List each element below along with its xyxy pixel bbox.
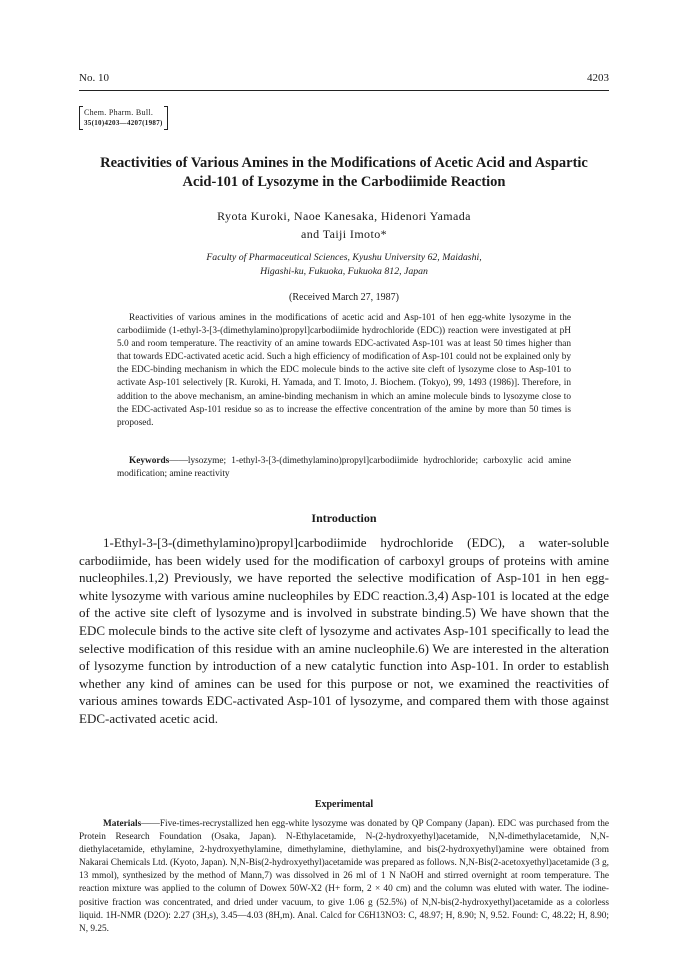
page-number: 4203 <box>587 72 609 84</box>
experimental-body <box>79 818 609 936</box>
citation-box <box>79 106 168 130</box>
introduction-body <box>79 534 609 728</box>
abstract-text: Reactivities of various amines in the modifications of acetic acid and Asp-101 of hen egg-white lysozyme in the carbodiimide (1-ethyl-3-[3-(dimethylamino)propyl]carbodiimide hydrochloride (EDC)) reaction were investigated at pH 5.0 and room temperature. The reactivity of an amine towards EDC-activated Asp-101 was at least 50 times higher than that towards EDC-activated acetic acid. Such a high efficiency of modification of Asp-101 could not be explained only by the EDC-binding mechanism in which the EDC molecule binds to the active site cleft of lysozyme close to Asp-101 to activate Asp-101 selectively [R. Kuroki, H. Yamada, and T. Imoto, J. Biochem. (Tokyo), 99, 1493 (1986)]. Therefore, in addition to the above mechanism, an amine-binding mechanism in which an amine molecule binds to lysozyme close to the EDC-activated Asp-101 residue so as to increase the effective concentration of the amine by more than 50 times is proposed. <box>117 313 571 428</box>
materials-dash: —— <box>141 819 160 829</box>
citation-journal: Chem. Pharm. Bull. <box>84 108 154 117</box>
materials-text: Five-times-recrystallized hen egg-white lysozyme was donated by QP Company (Japan). EDC was purchased from the Protein Research Foundation (Osaka, Japan). N-Ethylacetamide, N-(2-hydroxyethyl)acetamide, N,N-dimethylacetamide, N,N-diethylacetamide, ethylamine, 2-hydroxyethylamine, dimethylamine, diethylamine, and bis(2-hydroxyethyl)amine were obtained from Nakarai Chemicals Ltd. (Kyoto, Japan). N,N-Bis(2-hydroxyethyl)acetamide was prepared as follows. N,N-Bis(2-acetoxyethyl)acetamide (3 g, 13 mmol), synthesized by the method of Mann,7) was dissolved in 26 ml of 1 N NaOH and stirred overnight at room temperature. The reaction mixture was applied to the column of Dowex 50W-X2 (H+ form, 2 × 40 cm) and the column was eluted with water. The iodine-positive fraction was concentrated, and dried under vacuum, to give 1.06 g (52.5%) of N,N-bis(2-hydroxyethyl)acetamide as a colorless liquid. 1H-NMR (D2O): 2.27 (3H,s), 3.45—4.03 (8H,m). Anal. Calcd for C6H13NO3: C, 48.97; H, 8.90; N, 9.52. Found: C, 48.22; H, 8.90; N, 9.25. <box>79 819 609 934</box>
citation-volume: 35(10)4203—4207(1987) <box>84 119 163 127</box>
running-header <box>79 72 609 91</box>
keywords-dash: —— <box>169 456 188 466</box>
received-date: (Received March 27, 1987) <box>289 292 399 303</box>
article-title: Reactivities of Various Amines in the Modifications of Acetic Acid and Aspartic Acid-101 of Lysozyme in the Carbodiimide Reaction <box>100 155 588 190</box>
abstract <box>117 312 571 430</box>
author-line: and Taiji Imoto* <box>301 227 387 241</box>
journal-issue: No. 10 <box>79 72 109 84</box>
materials-label: Materials <box>103 819 142 829</box>
keywords-label: Keywords <box>129 456 170 466</box>
affiliation-line: Faculty of Pharmaceutical Sciences, Kyushu University 62, Maidashi, <box>206 252 482 263</box>
keywords <box>117 455 571 481</box>
section-heading-experimental: Experimental <box>314 799 374 810</box>
materials-paragraph <box>79 818 609 936</box>
affiliation-line: Higashi-ku, Fukuoka, Fukuoka 812, Japan <box>260 266 428 277</box>
section-heading-introduction: Introduction <box>311 511 377 525</box>
author-list <box>90 207 598 243</box>
introduction-paragraph: 1-Ethyl-3-[3-(dimethylamino)propyl]carbodiimide hydrochloride (EDC), a water-soluble carbodiimide, has been widely used for the modification of carboxyl groups of proteins with amine nucleophiles.1,2) Previously, we have reported the selective modification of Asp-101 in hen egg-white lysozyme with various amine nucleophiles by EDC reaction.3,4) Asp-101 is located at the edge of the active site cleft of lysozyme and is involved in substrate binding.5) We have shown that the EDC molecule binds to the active site cleft of lysozyme and activates Asp-101 specifically to lead the selective modification of this residue with an amine nucleophile.6) We are interested in the alteration of lysozyme function by introduction of a new catalytic function into Asp-101. In order to establish whether any kind of amines can be used for this purpose or not, we examined the reactivities of various amines towards EDC-activated Asp-101 of lysozyme, and compared them with those against EDC-activated acetic acid. <box>79 535 609 726</box>
author-line: Ryota Kuroki, Naoe Kanesaka, Hidenori Yamada <box>217 209 471 223</box>
keywords-text: lysozyme; 1-ethyl-3-[3-(dimethylamino)propyl]carbodiimide hydrochloride; carboxylic acid amine modification; amine reactivity <box>117 456 571 480</box>
affiliation <box>90 251 598 279</box>
